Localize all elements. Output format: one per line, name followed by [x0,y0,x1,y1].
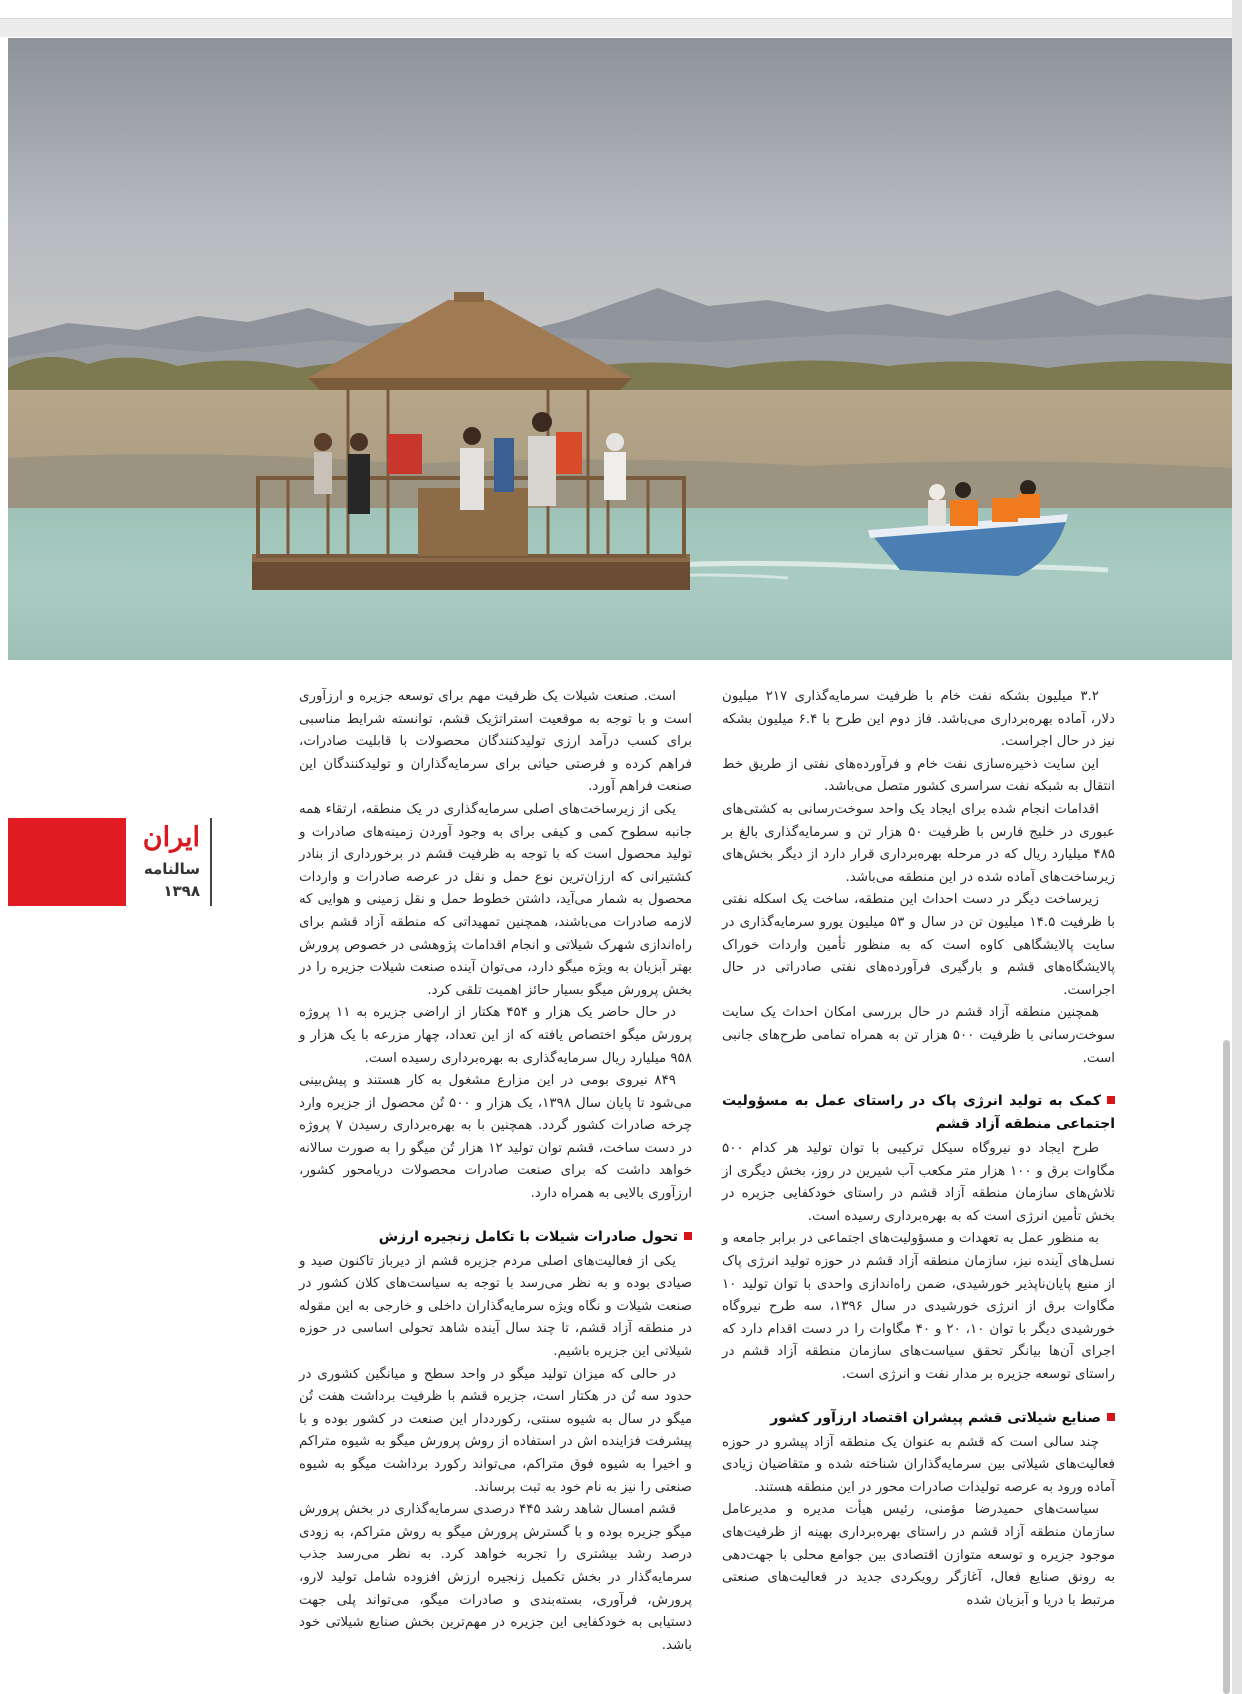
paragraph: زیرساخت دیگر در دست احداث این منطقه، ساخت یک اسکله نفتی با ظرفیت ۱۴.۵ میلیون تن در سال و ۵۳ میلیون یورو سرمایه‌گذاری در سایت پالایشگاهی کاوه است که به منظور تأمین واردات خوراک پالایشگاه‌های قشم و بارگیری فرآورده‌های نفتی صادراتی در حال اجراست. [722,892,1115,998]
article-column-right [722,686,1115,1612]
brand-name: ایران [142,822,200,853]
paragraph: به منظور عمل به تعهدات و مسؤولیت‌های اجتماعی در برابر جامعه و نسل‌های آینده نیز، سازمان منطقه آزاد قشم در حوزه تولید انرژی پاک از منبع پایان‌ناپذیر خورشیدی، ضمن راه‌اندازی واحدی با توان تولید ۱۰ مگاوات برق از انرژی خورشیدی در سال ۱۳۹۶، سه طرح نیروگاه خورشیدی دیگر با توان ۱۰، ۲۰ و ۴۰ مگاوات را در دست اقدام دارد که اجرای آن‌ها بیانگر تحقق سیاست‌های سازمان منطقه آزاد قشم در راستای توسعه جزیره بر مدار نفت و انرژی است. [722,1231,1115,1383]
paragraph: طرح ایجاد دو نیروگاه سیکل ترکیبی با توان تولید هر کدام ۵۰۰ مگاوات برق و ۱۰۰ هزار متر مکعب آب شیرین در روز، بخش دیگری از تلاش‌های سازمان منطقه آزاد قشم در راستای خودکفایی جزیره در بخش تأمین انرژی است که به بهره‌برداری رسیده است. [722,1141,1115,1224]
paragraph: قشم امسال شاهد رشد ۴۴۵ درصدی سرمایه‌گذاری در بخش پرورش میگو جزیره بوده و با گسترش پرورش میگو به روش متراکم، به زودی درصد رشد بیشتری را تجربه خواهد کرد. به نظر می‌رسد جذب سرمایه‌گذار در بخش تکمیل زنجیره ارزش افزوده شامل تولید لارو، پرورش، فرآوری، بسته‌بندی و صادرات میگو، می‌تواند پلی جهت دستیابی به خودکفایی این جزیره در مهم‌ترین بخش صنایع شیلاتی خود باشد. [299,1502,692,1653]
viewer-edge [1232,0,1242,1694]
brand-marker [130,818,212,906]
section-heading-text: صنایع شیلاتی قشم پیشران اقتصاد ارزآور کشور [770,1409,1101,1426]
lake-gazebo-photo [8,38,1232,660]
paragraph: سیاست‌های حمیدرضا مؤمنی، رئیس هیأت مدیره و مدیرعامل سازمان منطقه آزاد قشم در راستای بهره‌برداری بهینه از ظرفیت‌های موجود جزیره و توسعه متوازن اقتصادی بین جوامع محلی با جهت‌دهی به رونق صنایع فعال، آغازگر رویکردی جدید در فعالیت‌های صنعتی مرتبط با دریا و آبزیان شده [722,1502,1115,1608]
paragraph: است. صنعت شیلات یک ظرفیت مهم برای توسعه جزیره و ارزآوری است و با توجه به موقعیت استراتژیک قشم، توانسته شرایط مناسبی برای کسب درآمد ارزی تولیدکنندگان محصولات با قابلیت صادرات، فراهم کرده و فرصتی حیاتی برای سرمایه‌گذاران و تولیدکنندگان این صنعت فراهم آورد. [299,689,692,795]
paragraph: این سایت ذخیره‌سازی نفت خام و فرآورده‌های نفتی از طریق خط انتقال به شبکه نفت سراسری کشور متصل می‌باشد. [722,756,1115,795]
brand-year: ۱۳۹۸ [163,882,200,900]
paragraph: یکی از زیرساخت‌های اصلی سرمایه‌گذاری در یک منطقه، ارتقاء همه جانبه سطوح کمی و کیفی برای به وجود آوردن زمینه‌های صادرات و تولید محصول است که با توجه به ظرفیت قشم در برخورداری از بنادر کشتیرانی که ارزان‌ترین نوع حمل و نقل در عرصه صادرات و واردات محصول به شمار می‌آید، داشتن خطوط حمل و نقل زمینی و هوایی که لازمه صادرات می‌باشند، همچنین تمهیداتی که منطقه آزاد قشم برای راه‌اندازی شهرک شیلاتی و انجام اقدامات پژوهشی در خصوص پرورش بهتر آبزیان به ویژه میگو دارد، می‌توان آینده صنعت شیلات جزیره را در بخش پرورش میگو بسیار حائز اهمیت تلقی کرد. [299,801,692,998]
section-heading [299,1226,692,1249]
brand-subtitle: سالنامه [143,860,200,878]
heading-marker-icon [684,1232,692,1240]
paragraph: چند سالی است که قشم به عنوان یک منطقه آزاد پیشرو در حوزه فعالیت‌های شیلاتی بین سرمایه‌گذاران شناخته شده و متقاضیان زیادی آماده ورود به عرصه تولیدات صادرات محور در این منطقه هستند. [722,1434,1115,1495]
page-gap [0,19,1242,37]
paragraph: همچنین منطقه آزاد قشم در حال بررسی امکان احداث یک سایت سوخت‌رسانی با ظرفیت ۵۰۰ هزار تن به همراه تمامی طرح‌های جانبی است. [722,1005,1115,1066]
scrollbar[interactable] [1223,1040,1230,1694]
paragraph: یکی از فعالیت‌های اصلی مردم جزیره قشم از دیرباز تاکنون صید و صیادی بوده و به نظر می‌رسد با توجه به سیاست‌های کلان کشور در صنعت شیلات و نگاه ویژه سرمایه‌گذاران داخلی و خارجی به این مقوله در منطقه آزاد قشم، تا چند سال آینده شاهد تحولی اساسی در حوزه شیلاتی این جزیره باشیم. [299,1253,692,1360]
paragraph: اقدامات انجام شده برای ایجاد یک واحد سوخت‌رسانی به کشتی‌های عبوری در خلیج فارس با ظرفیت ۵۰ هزار تن و سرمایه‌گذاری بالغ بر ۴۸۵ میلیارد ریال که در مرحله بهره‌برداری قرار دارد از دیگر بخش‌های زیرساخت‌های آماده شده در این منطقه می‌باشد. [722,801,1116,885]
paragraph: در حالی که میزان تولید میگو در واحد سطح و میانگین کشوری در حدود سه تُن در هکتار است، جزیره قشم با ظرفیت برداشت هفت تُن میگو در سال به شیوه سنتی، رکورددار این صنعت در کشور بوده و با پیشرفت فزاینده اش در استفاده از روش پرورش میگو به شیوه متراکم و اخیرا به شیوه فوق متراکم، می‌تواند رکورد برداشت میگو به شیوه صنعتی را نیز به نام خود به ثبت برساند. [299,1366,692,1495]
heading-marker-icon [1107,1096,1115,1104]
section-heading [722,1090,1115,1136]
paragraph: ۸۴۹ نیروی بومی در این مزارع مشغول به کار هستند و پیش‌بینی می‌شود تا پایان سال ۱۳۹۸، یک هزار و ۵۰۰ تُن محصول از جزیره وارد چرخه صادرات کشور گردد. همچنین با به بهره‌برداری رسیدن ۷ پروژه در دست ساخت، قشم توان تولید ۱۲ هزار تُن میگو را به صورت سالانه خواهد داشت که برای صنعت صادرات محصولات دریامحور کشور، ارزآوری بالایی به همراه دارد. [299,1073,692,1202]
section-heading [722,1407,1115,1430]
section-heading-text: تحول صادرات شیلات با تکامل زنجیره ارزش [378,1228,678,1245]
brand-red-block [8,818,126,906]
section-heading-text: کمک به تولید انرژی پاک در راستای عمل به مسؤولیت اجتماعی منطقه آزاد قشم [722,1093,1115,1133]
paragraph: در حال حاضر یک هزار و ۴۵۴ هکتار از اراضی جزیره به ۱۱ پروژه پرورش میگو اختصاص یافته که از این تعداد، چهار مزرعه با یک هزار و ۹۵۸ میلیارد ریال سرمایه‌گذاری به بهره‌برداری رسیده است. [299,1005,692,1066]
paragraph: ۳.۲ میلیون بشکه نفت خام با ظرفیت سرمایه‌گذاری ۲۱۷ میلیون دلار، آماده بهره‌برداری می‌باشد. فاز دوم این طرح با ۶.۴ میلیون بشکه نیز در حال اجراست. [722,689,1115,750]
photo-illustration [8,38,1232,660]
previous-page-edge [0,0,1232,19]
heading-marker-icon [1107,1413,1115,1421]
article-column-left [299,686,692,1657]
